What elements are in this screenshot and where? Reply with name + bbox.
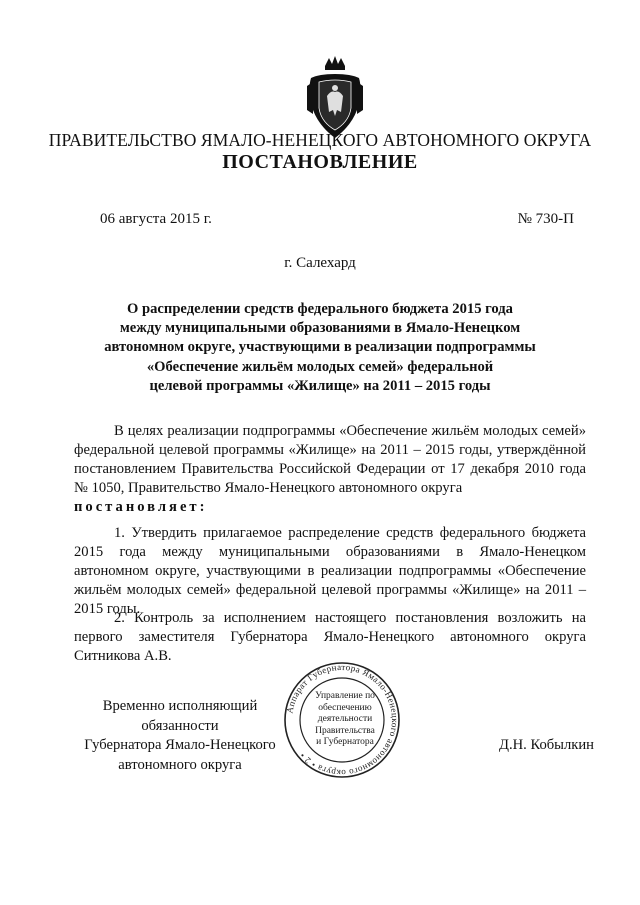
decrees-word: постановляет: (74, 499, 208, 515)
document-city: г. Салехард (284, 255, 356, 271)
item-2-paragraph: 2. Контроль за исполнением настоящего постановления возложить на первого заместителя Губернатора Ямало-Ненецкого автономного округа Ситникова А.В. (74, 610, 586, 664)
title-line: О распределении средств федерального бюджета 2015 года (127, 301, 513, 317)
signatory-name: Д.Н. Кобылкин (499, 737, 594, 753)
position-line: автономного округа (118, 756, 242, 773)
title-line: между муниципальными образованиями в Ямало-Ненецком (119, 320, 521, 337)
item-1-paragraph: 1. Утвердить прилагаемое распределение средств федерального бюджета 2015 года между муниципальными образованиями в Ямало-Ненецком автономном округе, участвующими в реализации подпрограммы «Обеспечение жильём молодых семей» федеральной целевой программы «Жилище» на 2011 – 2015 годы. (74, 525, 586, 617)
stamp-line: обеспечению (318, 702, 372, 713)
stamp-line: и Губернатора (316, 737, 374, 747)
preamble-text: В целях реализации подпрограммы «Обеспечение жильём молодых семей» федеральной целевой программы «Жилище» на 2011 – 2015 годы, утверждённой постановлением Правительства Российской Федерации от 17 декабря 2010 года № 1050, Правительство Ямало-Ненецкого автономного округа (74, 423, 586, 496)
document-number: № 730-П (517, 211, 574, 227)
title-line: целевой программы «Жилище» на 2011 – 2015 годы (149, 377, 491, 394)
stamp-inner-text (310, 691, 380, 749)
document-type-heading: ПОСТАНОВЛЕНИЕ (222, 151, 418, 173)
stamp-line: деятельности (317, 714, 373, 724)
svg-text:Аппарат Губернатора Ямало-Нене: Аппарат Губернатора Ямало-Ненецкого автономного округа • 2 • (284, 661, 401, 779)
document-date: 06 августа 2015 г. (100, 211, 212, 227)
title-line: «Обеспечение жильём молодых семей» федеральной (146, 358, 494, 375)
stamp-line: Правительства (315, 725, 375, 736)
title-line: автономном округе, участвующими в реализации подпрограммы (104, 339, 536, 356)
signatory-position (64, 697, 296, 775)
stamp-line: Управление по (315, 691, 375, 701)
position-line: Временно исполняющий обязанности (102, 698, 258, 734)
government-heading: ПРАВИТЕЛЬСТВО ЯМАЛО-НЕНЕЦКОГО АВТОНОМНОГО ОКРУГА (48, 130, 592, 150)
coat-of-arms-icon (303, 52, 367, 142)
document-title (100, 300, 540, 396)
preamble-paragraph (74, 422, 586, 517)
position-line: Губернатора Ямало-Ненецкого (84, 737, 276, 753)
